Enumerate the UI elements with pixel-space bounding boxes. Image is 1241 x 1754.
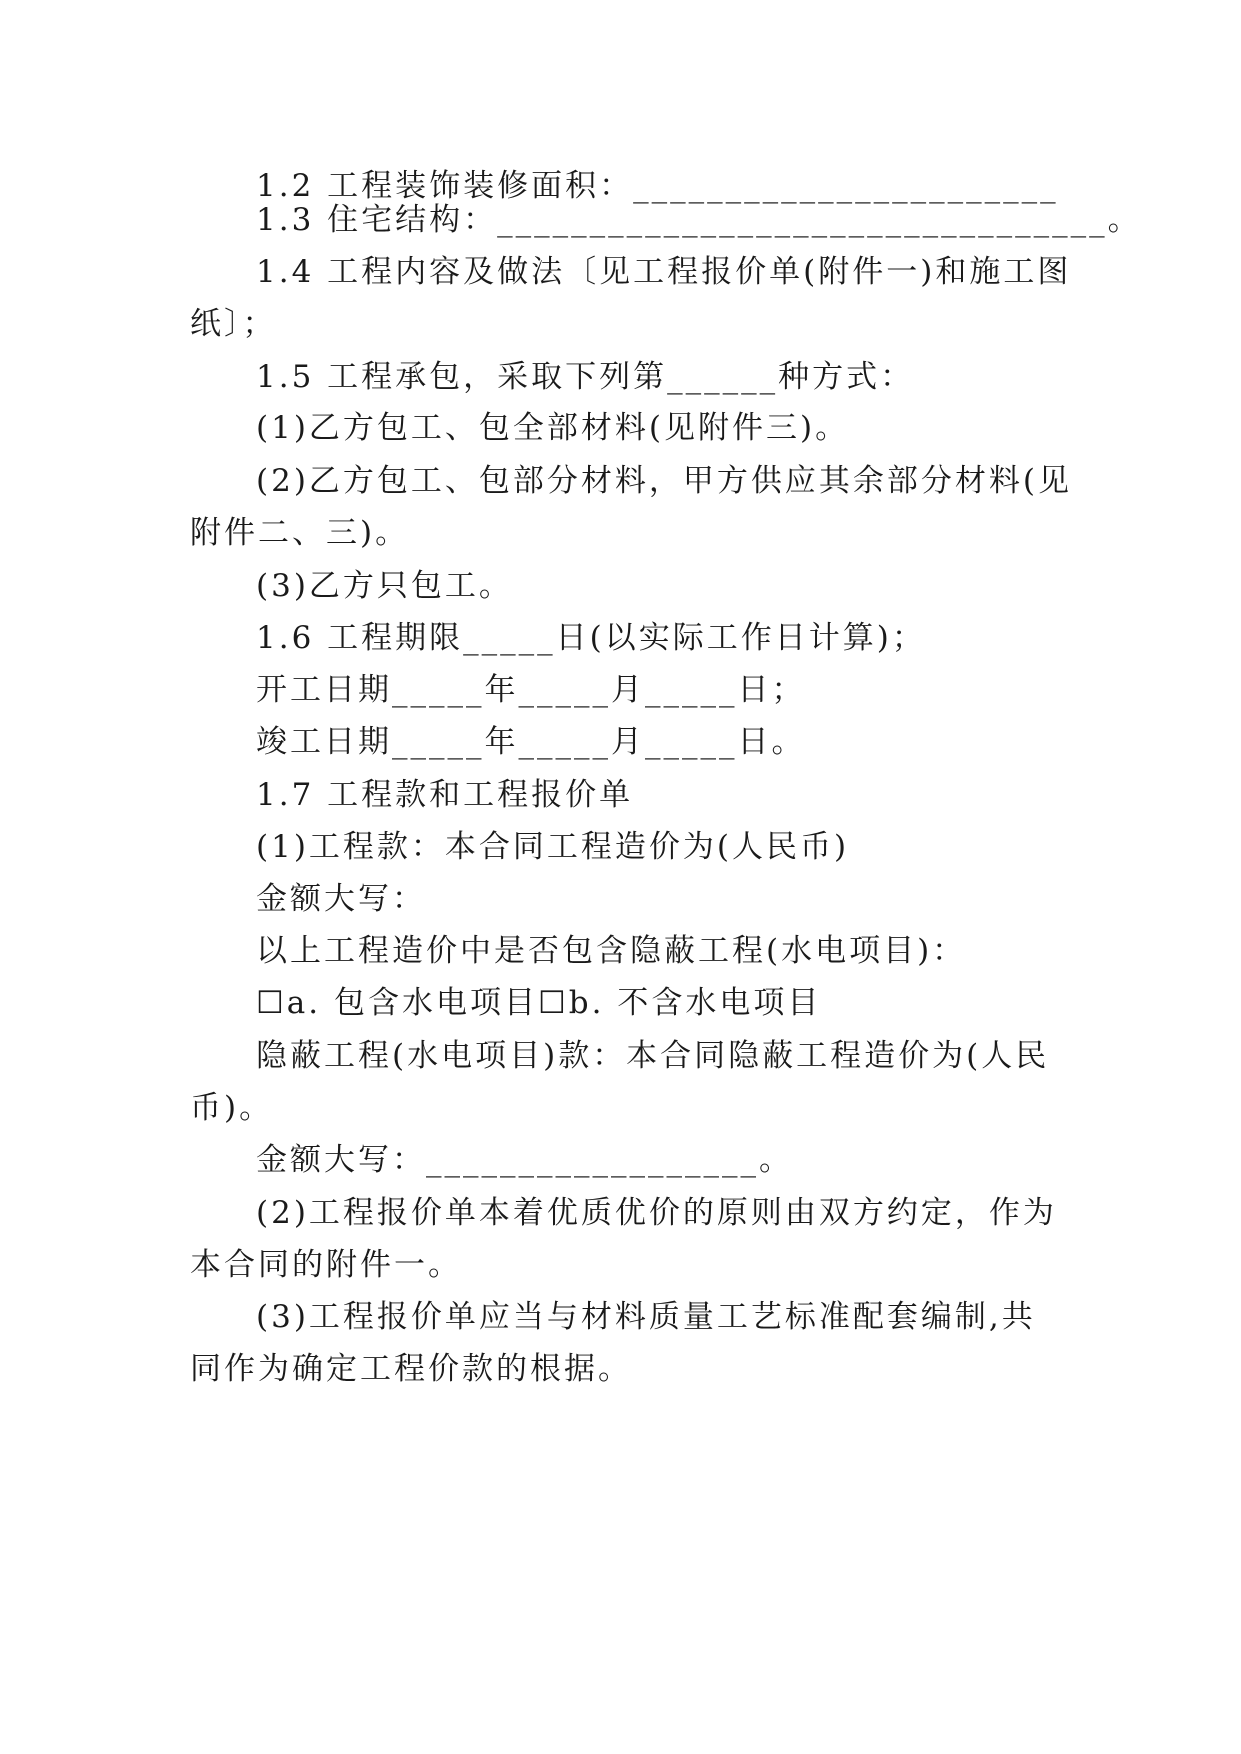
hidden-works-question: 以上工程造价中是否包含隐蔽工程(水电项目)： <box>256 933 967 969</box>
clause-1-7-heading: 1.7 工程款和工程报价单 <box>256 777 634 813</box>
clause-1-2-decoration-area: 1.2 工程装饰装修面积：_______________________ <box>256 168 1059 204</box>
project-price-line: (1)工程款：本合同工程造价为(人民币) <box>256 829 850 865</box>
amount-in-words-line: 金额大写： <box>256 881 426 917</box>
option-3-labor-only: (3)乙方只包工。 <box>256 568 513 604</box>
option-1-full-materials: (1)乙方包工、包全部材料(见附件三)。 <box>256 410 850 446</box>
quotation-standards-line: (3)工程报价单应当与材料质量工艺标准配套编制,共 <box>256 1299 1036 1335</box>
hidden-works-price-continuation: 币)。 <box>190 1090 274 1126</box>
quotation-standards-continuation: 同作为确定工程价款的根据。 <box>190 1351 632 1387</box>
hidden-works-amount-in-words: 金额大写：__________________。 <box>256 1142 793 1178</box>
option-2-continuation: 附件二、三)。 <box>190 515 410 551</box>
clause-1-4-continuation: 纸〕； <box>190 306 277 342</box>
clause-1-4-content-methods: 1.4 工程内容及做法〔见工程报价单(附件一)和施工图 <box>256 254 1072 290</box>
quotation-agreement-line: (2)工程报价单本着优质优价的原则由双方约定，作为 <box>256 1195 1057 1231</box>
hidden-works-price-line: 隐蔽工程(水电项目)款：本合同隐蔽工程造价为(人民 <box>256 1038 1050 1074</box>
clause-1-3-housing-structure: 1.3 住宅结构：_________________________________。 <box>256 202 1142 238</box>
start-date-line: 开工日期_____年_____月_____日； <box>256 672 806 708</box>
completion-date-line: 竣工日期_____年_____月_____日。 <box>256 724 806 760</box>
option-2-partial-materials: (2)乙方包工、包部分材料，甲方供应其余部分材料(见 <box>256 463 1073 499</box>
clause-1-5-contracting-mode: 1.5 工程承包，采取下列第______种方式： <box>256 359 915 395</box>
clause-1-6-duration: 1.6 工程期限_____日(以实际工作日计算)； <box>256 620 926 656</box>
quotation-agreement-continuation: 本合同的附件一。 <box>190 1247 462 1283</box>
hidden-works-options: ☐a. 包含水电项目☐b. 不含水电项目 <box>256 985 822 1021</box>
